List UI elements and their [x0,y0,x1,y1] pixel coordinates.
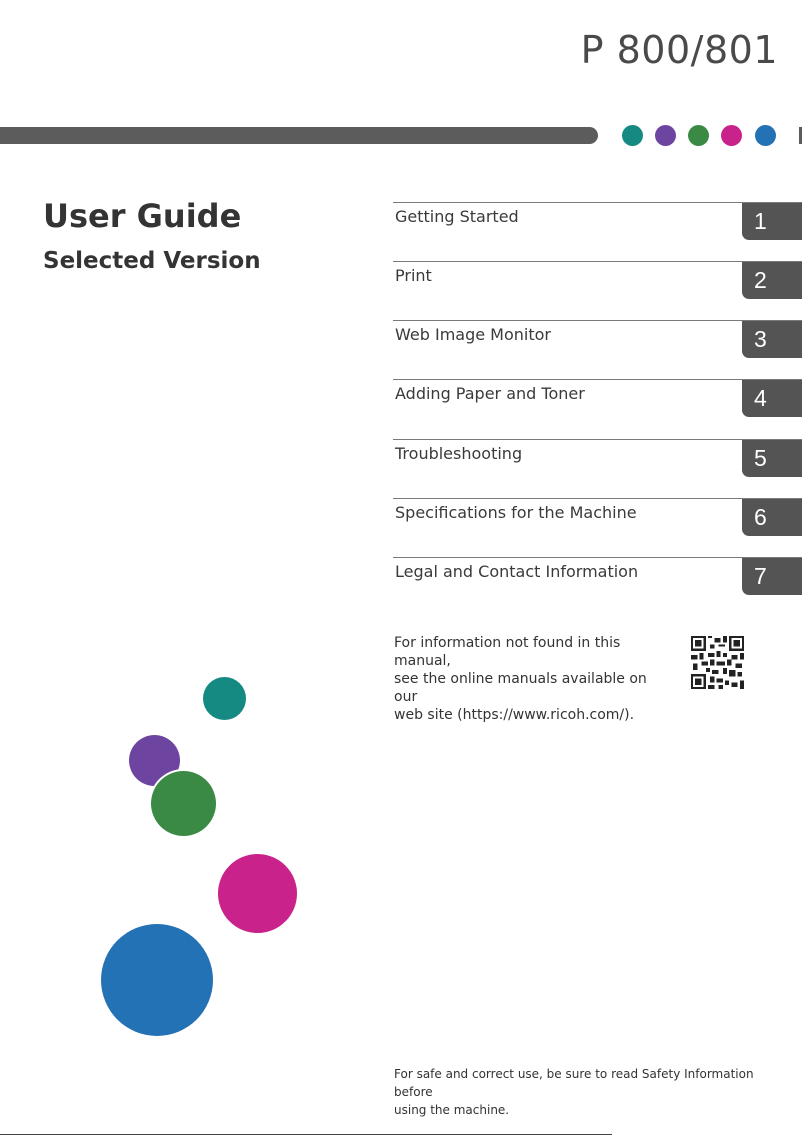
green-dot [688,125,709,146]
toc-item-getting-started[interactable] [393,202,802,243]
info-line: web site (https://www.ricoh.com/). [394,707,635,723]
safety-line: using the machine. [394,1103,510,1117]
toc-item-adding-paper-and-toner[interactable] [393,379,802,420]
online-manual-info [394,634,674,724]
chapter-number: 3 [754,326,767,352]
chapter-tab[interactable] [742,380,802,417]
model-name: P 800/801 [580,28,778,72]
purple-dot [655,125,676,146]
toc-label: Print [395,266,432,285]
chapter-number: 4 [754,385,767,411]
toc-label: Web Image Monitor [395,325,551,344]
toc-label: Getting Started [395,207,519,226]
chapter-tab[interactable] [742,262,802,299]
document-subtitle: Selected Version [43,248,261,274]
header-band [0,127,598,144]
blue-dot [755,125,776,146]
toc-item-print[interactable] [393,261,802,302]
chapter-tab[interactable] [742,440,802,477]
info-line: see the online manuals available on our [394,671,647,705]
document-title: User Guide [43,197,242,235]
chapter-number: 2 [754,267,767,293]
magenta-circle [218,854,297,933]
toc-label: Troubleshooting [395,444,523,463]
toc-item-troubleshooting[interactable] [393,439,802,480]
magenta-dot [721,125,742,146]
green-circle [151,771,216,836]
bottom-rule [0,1134,612,1135]
toc-item-web-image-monitor[interactable] [393,320,802,361]
toc-label: Specifications for the Machine [395,503,637,522]
chapter-number: 5 [754,445,767,471]
safety-line: For safe and correct use, be sure to read Safety Information before [394,1067,754,1099]
chapter-tab[interactable] [742,203,802,240]
chapter-tab[interactable] [742,499,802,536]
info-line: For information not found in this manual, [394,635,621,669]
teal-dot [622,125,643,146]
safety-notice [394,1065,789,1119]
toc-label: Legal and Contact Information [395,562,639,581]
chapter-tab[interactable] [742,558,802,595]
toc-label: Adding Paper and Toner [395,384,585,403]
chapter-number: 7 [754,563,767,589]
teal-circle [203,677,246,720]
chapter-number: 6 [754,504,767,530]
blue-circle [101,924,213,1036]
toc-item-specifications[interactable] [393,498,802,539]
chapter-tab[interactable] [742,321,802,358]
chapter-number: 1 [754,208,767,234]
toc-item-legal-and-contact[interactable] [393,557,802,598]
qr-code-icon[interactable] [691,636,744,689]
